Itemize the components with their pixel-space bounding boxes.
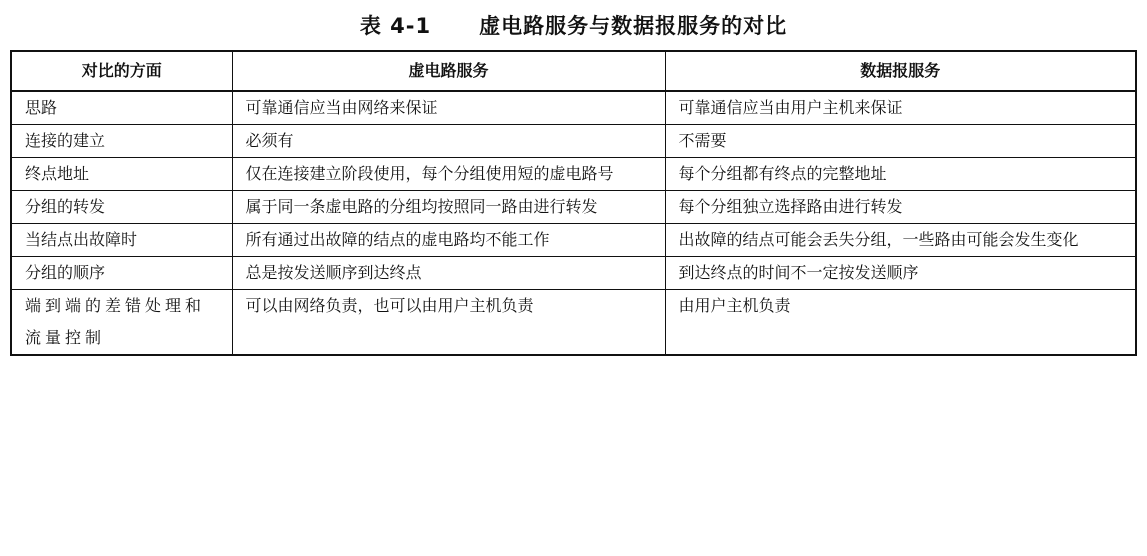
row-datagram: 可靠通信应当由用户主机来保证	[665, 91, 1136, 125]
row-virtual-circuit: 可靠通信应当由网络来保证	[232, 91, 665, 125]
row-aspect: 终点地址	[11, 158, 232, 191]
table-caption	[0, 10, 1147, 40]
row-aspect: 思路	[11, 91, 232, 125]
header-row	[11, 51, 1136, 91]
row-aspect: 分组的顺序	[11, 257, 232, 290]
table-row	[11, 224, 1136, 257]
table-row	[11, 290, 1136, 356]
row-virtual-circuit: 仅在连接建立阶段使用，每个分组使用短的虚电路号	[232, 158, 665, 191]
row-datagram: 到达终点的时间不一定按发送顺序	[665, 257, 1136, 290]
header-aspect: 对比的方面	[11, 51, 232, 91]
row-virtual-circuit: 总是按发送顺序到达终点	[232, 257, 665, 290]
table-title: 虚电路服务与数据报服务的对比	[479, 14, 788, 38]
row-aspect: 端到端的差错处理和流量控制	[11, 290, 232, 356]
row-virtual-circuit: 可以由网络负责，也可以由用户主机负责	[232, 290, 665, 356]
table-row	[11, 158, 1136, 191]
table-row	[11, 257, 1136, 290]
row-aspect: 当结点出故障时	[11, 224, 232, 257]
row-aspect: 分组的转发	[11, 191, 232, 224]
row-datagram: 每个分组独立选择路由进行转发	[665, 191, 1136, 224]
table-row	[11, 125, 1136, 158]
row-aspect: 连接的建立	[11, 125, 232, 158]
row-virtual-circuit: 属于同一条虚电路的分组均按照同一路由进行转发	[232, 191, 665, 224]
row-datagram: 出故障的结点可能会丢失分组，一些路由可能会发生变化	[665, 224, 1136, 257]
row-virtual-circuit: 所有通过出故障的结点的虚电路均不能工作	[232, 224, 665, 257]
row-datagram: 不需要	[665, 125, 1136, 158]
header-virtual-circuit: 虚电路服务	[232, 51, 665, 91]
table-row	[11, 91, 1136, 125]
row-datagram: 由用户主机负责	[665, 290, 1136, 356]
row-virtual-circuit: 必须有	[232, 125, 665, 158]
table-row	[11, 191, 1136, 224]
row-datagram: 每个分组都有终点的完整地址	[665, 158, 1136, 191]
table-number: 表 4-1	[359, 14, 432, 38]
comparison-table	[10, 50, 1137, 356]
header-datagram: 数据报服务	[665, 51, 1136, 91]
